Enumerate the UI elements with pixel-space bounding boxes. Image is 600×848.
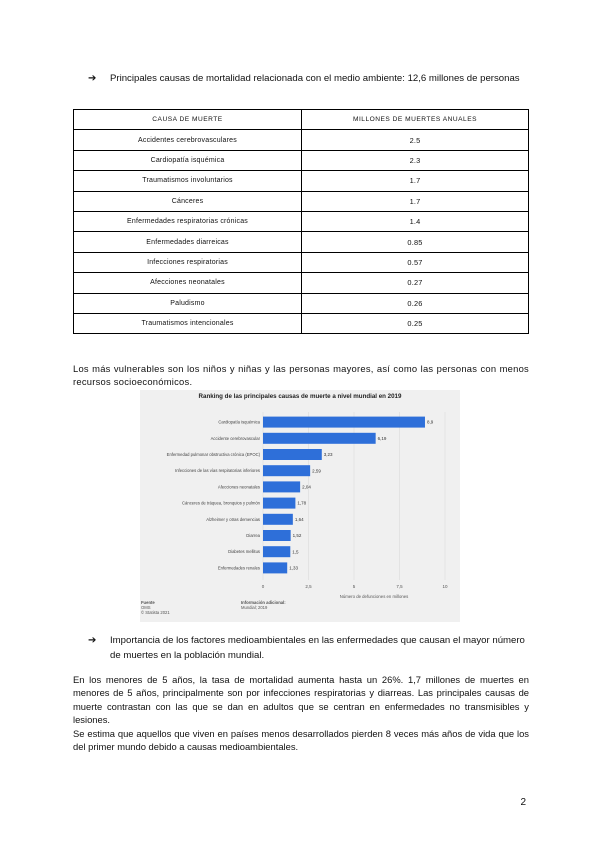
page-number: 2 [520, 797, 526, 808]
column-header: MILLONES DE MUERTES ANUALES [302, 110, 529, 130]
arrow-icon: ➔ [88, 635, 97, 646]
x-tick-label: 5 [352, 584, 356, 589]
cause-cell: Cardiopatía isquémica [74, 150, 302, 170]
bullet-mortality-env [88, 71, 528, 86]
deaths-value-cell: 0.85 [302, 232, 529, 252]
category-label: Enfermedad pulmonar obstructiva crónica (EPOC) [166, 452, 260, 457]
source-line: OMS [141, 605, 151, 610]
x-tick-label: 10 [442, 584, 448, 589]
chart-info [241, 600, 286, 610]
value-label: 1,52 [292, 533, 302, 539]
table-row [74, 293, 529, 313]
deaths-value-cell: 1.7 [302, 171, 529, 191]
x-tick-label: 0 [261, 584, 265, 589]
bullet-text: Importancia de los factores medioambientales en las enfermedades que causan el mayor número de muertes en la población mundial. [110, 635, 525, 661]
value-label: 8,9 [426, 419, 434, 425]
source-line: © Statista 2021 [141, 610, 170, 615]
bar [263, 562, 287, 573]
table-row [74, 232, 529, 252]
bar [263, 417, 425, 428]
table-row [74, 313, 529, 333]
category-label: Accidente cerebrovascular [210, 435, 260, 441]
category-label: Diabetes mellitus [228, 549, 260, 555]
cause-cell: Enfermedades diarreicas [74, 232, 302, 252]
cause-cell: Paludismo [74, 293, 302, 313]
category-label: Alzheimer y otras demencias [206, 516, 260, 522]
x-axis-label: Número de defunciones en millones [339, 594, 409, 599]
chart-panel [140, 390, 460, 622]
category-label: Cardiopatía isquémica [218, 419, 260, 425]
bar [263, 465, 310, 476]
cause-cell: Infecciones respiratorias [74, 252, 302, 272]
deaths-value-cell: 0.57 [302, 252, 529, 272]
value-label: 1,33 [289, 565, 298, 571]
x-tick-label: 2,5 [305, 584, 312, 589]
category-label: Diarrea [246, 533, 260, 538]
bar [263, 514, 293, 525]
deaths-value-cell: 0.27 [302, 273, 529, 293]
category-label: Cánceres de tráquea, bronquios y pulmón [182, 500, 260, 506]
bar [263, 498, 295, 509]
deaths-value-cell: 2.3 [302, 150, 529, 170]
deaths-value-cell: 2.5 [302, 130, 529, 150]
cause-cell: Cánceres [74, 191, 302, 211]
bullet-text: Principales causas de mortalidad relacionada con el medio ambiente: 12,6 millones de personas [110, 73, 520, 84]
paragraph-line: Se estima que aquellos que viven en países menos desarrollados pierden 8 veces más años de vida que los del primer mundo debido a causas medioambientales. [73, 727, 529, 753]
source-label: Fuente [141, 600, 155, 605]
x-tick-label: 7,5 [396, 584, 403, 589]
table-row [74, 252, 529, 272]
vulnerable-paragraph: Los más vulnerables son los niños y niñas y las personas mayores, así como las personas con menos recursos socioeconómicos. [73, 363, 529, 388]
chart-title: Ranking de las principales causas de muerte a nivel mundial en 2019 [198, 393, 402, 400]
column-header: CAUSA DE MUERTE [74, 110, 302, 130]
category-label: Enfermedades renales [217, 565, 260, 571]
cause-cell: Accidentes cerebrovasculares [74, 130, 302, 150]
info-line: Mundial; 2019 [241, 605, 268, 610]
value-label: 1,78 [297, 500, 307, 506]
bar [263, 481, 300, 492]
info-label: Información adicional: [241, 600, 286, 605]
deaths-value-cell: 1.7 [302, 191, 529, 211]
deaths-value-cell: 0.26 [302, 293, 529, 313]
deaths-value-cell: 1.4 [302, 211, 529, 231]
value-label: 2,04 [302, 484, 311, 490]
table-row [74, 191, 529, 211]
causes-table [73, 109, 529, 334]
bar [263, 530, 291, 541]
cause-cell: Afecciones neonatales [74, 273, 302, 293]
value-label: 1,5 [292, 549, 299, 555]
table-header-row [74, 110, 529, 130]
bar-chart [140, 390, 460, 622]
table-row [74, 273, 529, 293]
table-row [74, 130, 529, 150]
table-row [74, 150, 529, 170]
bar [263, 433, 376, 444]
category-label: Infecciones de las vías respiratorias inferiores [175, 468, 260, 474]
cause-cell: Traumatismos intencionales [74, 313, 302, 333]
value-label: 3,23 [323, 452, 333, 458]
deaths-value-cell: 0.25 [302, 313, 529, 333]
chart-source [141, 600, 170, 615]
bullet-env-factors [88, 633, 528, 663]
table-row [74, 211, 529, 231]
value-label: 6,19 [377, 435, 387, 441]
table-row [74, 171, 529, 191]
paragraph-line: En los menores de 5 años, la tasa de mortalidad aumenta hasta un 26%. 1,7 millones de muertes en menores de 5 años, principalmente son por infecciones respiratorias y diarreas. Las principales causas de muerte contrastan con las que se dan en adultos que se centran en enfermedades no transmisibles y lesiones. [73, 674, 529, 726]
category-label: Afecciones neonatales [217, 484, 260, 490]
cause-cell: Enfermedades respiratorias crónicas [74, 211, 302, 231]
bar [263, 449, 322, 460]
value-label: 2,59 [312, 468, 321, 474]
bar [263, 546, 290, 557]
under5-paragraph [73, 673, 529, 753]
value-label: 1,64 [294, 516, 304, 522]
arrow-icon: ➔ [88, 73, 97, 84]
cause-cell: Traumatismos involuntarios [74, 171, 302, 191]
